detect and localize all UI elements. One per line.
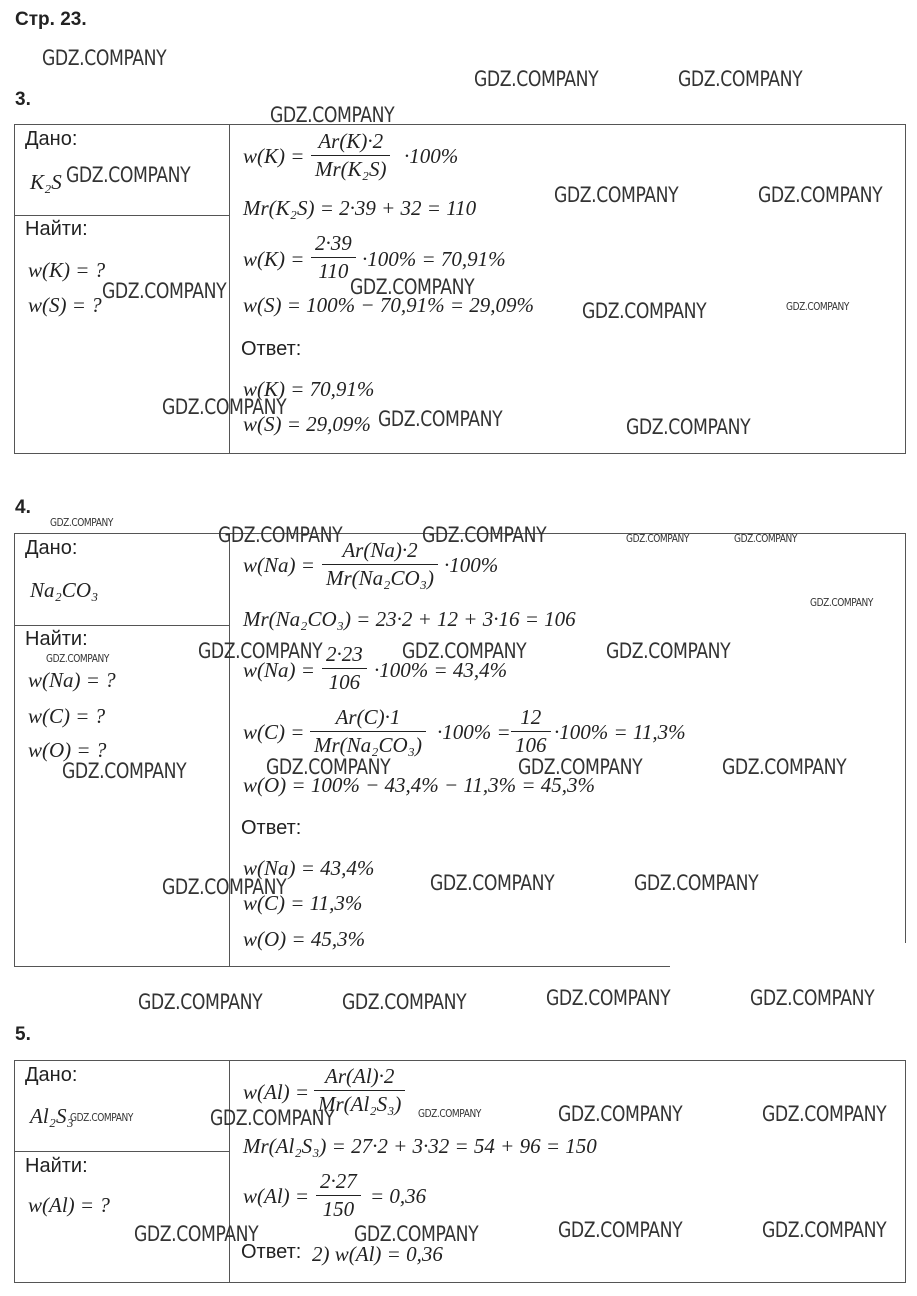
problem-4-right-border: [905, 533, 906, 943]
problem-4-answer-label: Ответ:: [241, 817, 302, 839]
problem-4-divider: [229, 533, 230, 967]
fraction-numerator: 2·23: [326, 642, 363, 666]
watermark: GDZ.COMPANY: [102, 279, 227, 303]
watermark: GDZ.COMPANY: [626, 415, 751, 439]
problem-4-given-separator: [14, 625, 230, 626]
problem-3-formula-fraction: [311, 129, 390, 182]
problem-4-answer-item: w(Na) = 43,4%: [243, 856, 375, 880]
fraction-numerator: 2·39: [315, 231, 352, 255]
watermark: GDZ.COMPANY: [46, 652, 109, 665]
page-title: Стр. 23.: [15, 9, 87, 30]
watermark: GDZ.COMPANY: [518, 755, 643, 779]
watermark: GDZ.COMPANY: [678, 67, 803, 91]
problem-3-answer-label: Ответ:: [241, 338, 302, 360]
problem-3-calc1-tail: ·100% = 70,91%: [362, 247, 506, 271]
watermark: GDZ.COMPANY: [266, 755, 391, 779]
watermark: GDZ.COMPANY: [138, 990, 263, 1014]
watermark: GDZ.COMPANY: [626, 532, 689, 545]
watermark: GDZ.COMPANY: [786, 300, 849, 313]
problem-5-box: [14, 1060, 906, 1283]
problem-5-number: 5.: [15, 1024, 31, 1045]
watermark: GDZ.COMPANY: [474, 67, 599, 91]
fraction-denominator: 106: [511, 731, 551, 758]
watermark: GDZ.COMPANY: [66, 163, 191, 187]
problem-5-answer-label: Ответ:: [241, 1241, 302, 1263]
problem-4-given-label: Дано:: [25, 537, 78, 559]
fraction-denominator: Mr(Na₂CO₃): [322, 564, 438, 591]
watermark: GDZ.COMPANY: [210, 1106, 335, 1130]
fraction-numerator: Ar(Al)·2: [325, 1064, 395, 1088]
problem-3-answer-item: w(S) = 29,09%: [243, 412, 371, 436]
problem-4-answer-item: w(O) = 45,3%: [243, 927, 366, 951]
problem-5-given-value: Al₂S₃: [30, 1104, 74, 1128]
watermark: GDZ.COMPANY: [430, 871, 555, 895]
problem-4-calc1-lhs: w(Na) =: [243, 658, 315, 682]
watermark: GDZ.COMPANY: [134, 1222, 259, 1246]
watermark: GDZ.COMPANY: [758, 183, 883, 207]
watermark: GDZ.COMPANY: [634, 871, 759, 895]
problem-5-calc1-lhs: w(Al) =: [243, 1184, 310, 1208]
problem-4-formula-lhs: w(Na) =: [243, 553, 315, 577]
problem-4-find-item: w(Na) = ?: [28, 668, 116, 692]
fraction-numerator: 12: [520, 705, 542, 729]
problem-5-answer-inline: 2) w(Al) = 0,36: [312, 1242, 443, 1266]
fraction-denominator: 110: [311, 257, 356, 284]
problem-3-formula-lhs: w(K) =: [243, 144, 305, 168]
problem-3-calc1-lhs: w(K) =: [243, 247, 305, 271]
problem-3-molar-mass: Mr(K₂S) = 2·39 + 32 = 110: [243, 196, 477, 220]
fraction-denominator: 106: [322, 668, 367, 695]
watermark: GDZ.COMPANY: [342, 990, 467, 1014]
problem-4-formula-tail: ·100%: [444, 553, 499, 577]
watermark: GDZ.COMPANY: [606, 639, 731, 663]
fraction-denominator: Mr(Na₂CO₃): [310, 731, 426, 758]
problem-4-calc2-mid: ·100% =: [437, 720, 511, 744]
watermark: GDZ.COMPANY: [554, 183, 679, 207]
problem-5-divider: [229, 1060, 230, 1283]
problem-5-find-label: Найти:: [25, 1155, 88, 1177]
problem-4-find-item: w(C) = ?: [28, 704, 106, 728]
fraction-numerator: 2·27: [320, 1169, 357, 1193]
problem-4-calc2-lhs: w(C) =: [243, 720, 305, 744]
problem-4-left-border: [14, 533, 15, 967]
problem-4-calc2-tail: ·100% = 11,3%: [554, 720, 686, 744]
watermark: GDZ.COMPANY: [722, 755, 847, 779]
problem-5-molar-mass: Mr(Al₂S₃) = 27·2 + 3·32 = 54 + 96 = 150: [243, 1134, 597, 1158]
problem-3-answer-item: w(K) = 70,91%: [243, 377, 375, 401]
watermark: GDZ.COMPANY: [378, 407, 503, 431]
watermark: GDZ.COMPANY: [762, 1218, 887, 1242]
problem-3-calc2: w(S) = 100% − 70,91% = 29,09%: [243, 293, 534, 317]
problem-4-given-value: Na₂CO₃: [30, 578, 99, 602]
watermark: GDZ.COMPANY: [70, 1111, 133, 1124]
problem-3-given-label: Дано:: [25, 128, 78, 150]
problem-4-calc1-tail: ·100% = 43,4%: [374, 658, 508, 682]
watermark: GDZ.COMPANY: [42, 46, 167, 70]
problem-4-calc1-fraction: [322, 642, 367, 695]
watermark: GDZ.COMPANY: [62, 759, 187, 783]
fraction-denominator: Mr(K₂S): [311, 155, 390, 182]
problem-5-calc1-tail: = 0,36: [370, 1184, 427, 1208]
watermark: GDZ.COMPANY: [162, 395, 287, 419]
problem-4-number: 4.: [15, 497, 31, 518]
watermark: GDZ.COMPANY: [270, 103, 395, 127]
problem-5-given-label: Дано:: [25, 1064, 78, 1086]
fraction-numerator: Ar(C)·1: [335, 705, 401, 729]
watermark: GDZ.COMPANY: [546, 986, 671, 1010]
watermark: GDZ.COMPANY: [558, 1218, 683, 1242]
problem-5-given-separator: [14, 1151, 230, 1152]
fraction-numerator: Ar(K)·2: [318, 129, 384, 153]
problem-3-number: 3.: [15, 89, 31, 110]
problem-4-calc3: w(O) = 100% − 43,4% − 11,3% = 45,3%: [243, 773, 596, 797]
fraction-numerator: Ar(Na)·2: [342, 538, 418, 562]
problem-4-molar-mass: Mr(Na₂CO₃) = 23·2 + 12 + 3·16 = 106: [243, 607, 576, 631]
problem-4-find-item: w(O) = ?: [28, 738, 107, 762]
problem-5-find-item: w(Al) = ?: [28, 1193, 110, 1217]
watermark: GDZ.COMPANY: [810, 596, 873, 609]
watermark: GDZ.COMPANY: [762, 1102, 887, 1126]
problem-5-calc1-fraction: [316, 1169, 361, 1222]
watermark: GDZ.COMPANY: [162, 875, 287, 899]
problem-4-answer-item: w(C) = 11,3%: [243, 891, 363, 915]
problem-4-bottom-border: [14, 966, 670, 967]
watermark: GDZ.COMPANY: [750, 986, 875, 1010]
watermark: GDZ.COMPANY: [218, 523, 343, 547]
watermark: GDZ.COMPANY: [734, 532, 797, 545]
watermark: GDZ.COMPANY: [582, 299, 707, 323]
problem-3-find-label: Найти:: [25, 218, 88, 240]
fraction-denominator: Mr(Al₂S₃): [314, 1090, 405, 1117]
problem-3-given-separator: [14, 215, 230, 216]
problem-4-calc2-fraction: [310, 705, 426, 758]
problem-4-calc2-fraction-2: [511, 705, 551, 758]
problem-5-formula-lhs: w(Al) =: [243, 1080, 310, 1104]
fraction-denominator: 150: [316, 1195, 361, 1222]
watermark: GDZ.COMPANY: [422, 523, 547, 547]
watermark: GDZ.COMPANY: [402, 639, 527, 663]
problem-4-find-label: Найти:: [25, 628, 88, 650]
problem-3-given-value: K₂S: [30, 170, 62, 194]
problem-3-find-item: w(K) = ?: [28, 258, 106, 282]
watermark: GDZ.COMPANY: [418, 1107, 481, 1120]
problem-3-find-item: w(S) = ?: [28, 293, 102, 317]
watermark: GDZ.COMPANY: [350, 275, 475, 299]
watermark: GDZ.COMPANY: [354, 1222, 479, 1246]
problem-3-formula-tail: ·100%: [404, 144, 459, 168]
watermark: GDZ.COMPANY: [198, 639, 323, 663]
watermark: GDZ.COMPANY: [558, 1102, 683, 1126]
watermark: GDZ.COMPANY: [50, 516, 113, 529]
